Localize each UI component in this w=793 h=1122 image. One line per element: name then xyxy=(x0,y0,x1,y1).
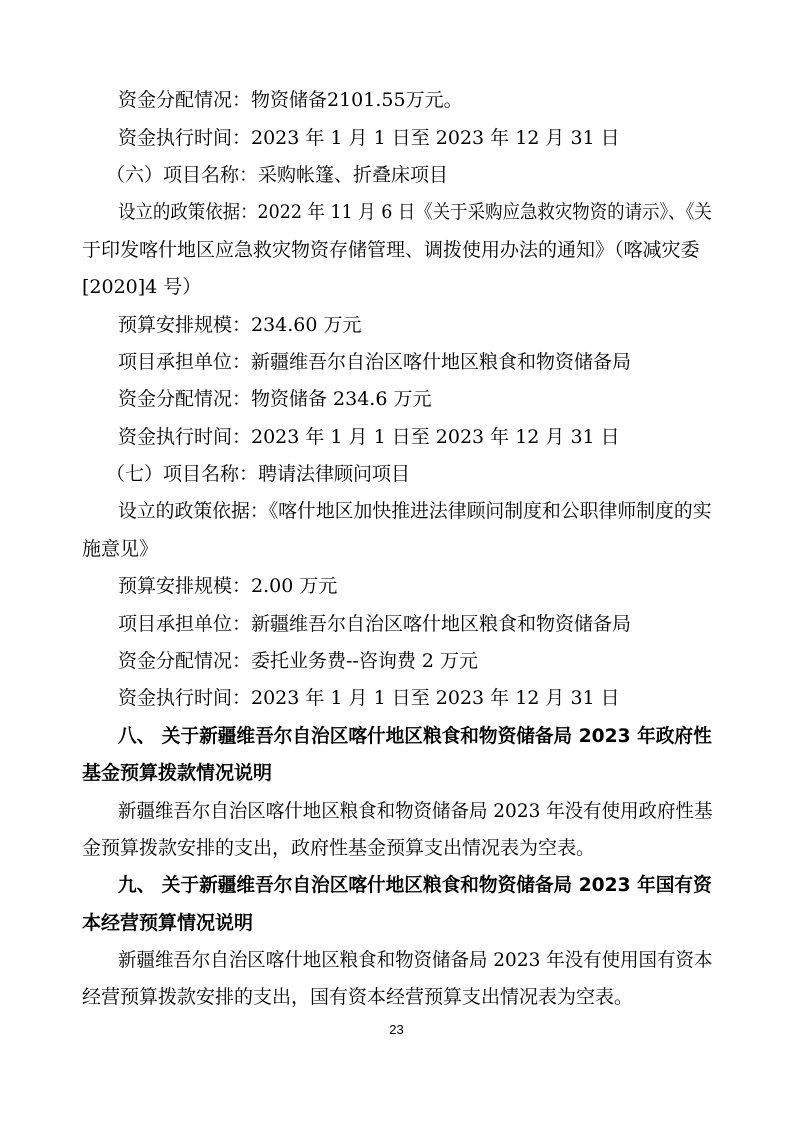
text-line: 资金执行时间：2023 年 1 月 1 日至 2023 年 12 月 31 日 xyxy=(118,426,620,448)
text-line: 新疆维吾尔自治区喀什地区粮食和物资储备局 2023 年没有使用国有资本 xyxy=(118,949,713,971)
text-line: 项目承担单位：新疆维吾尔自治区喀什地区粮食和物资储备局 xyxy=(118,613,632,635)
text-line: 施意见》 xyxy=(82,538,159,560)
text-line: 资金分配情况：物资储备2101.55万元。 xyxy=(118,89,463,111)
chapter-heading: 九、 关于新疆维吾尔自治区喀什地区粮食和物资储备局 2023 年国有资 xyxy=(118,874,712,896)
section-heading: （六）项目名称：采购帐篷、折叠床项目 xyxy=(106,164,449,186)
text-line: 资金执行时间：2023 年 1 月 1 日至 2023 年 12 月 31 日 xyxy=(118,127,620,149)
chapter-heading: 基金预算拨款情况说明 xyxy=(82,762,273,784)
text-line: 预算安排规模：234.60 万元 xyxy=(118,314,362,336)
text-line: 设立的政策依据：《喀什地区加快推进法律顾问制度和公职律师制度的实 xyxy=(118,500,712,522)
text-line: 资金执行时间：2023 年 1 月 1 日至 2023 年 12 月 31 日 xyxy=(118,687,620,709)
text-line: 金预算拨款安排的支出，政府性基金预算支出情况表为空表。 xyxy=(82,837,596,859)
chapter-heading: 八、 关于新疆维吾尔自治区喀什地区粮食和物资储备局 2023 年政府性 xyxy=(118,725,712,747)
text-line: 于印发喀什地区应急救灾物资存储管理、调拨使用办法的通知》（喀减灾委 xyxy=(82,239,700,261)
text-line: [2020]4 号） xyxy=(82,276,202,298)
text-line: 项目承担单位：新疆维吾尔自治区喀什地区粮食和物资储备局 xyxy=(118,351,632,373)
text-line: 资金分配情况：物资储备 234.6 万元 xyxy=(118,388,432,410)
text-line: 资金分配情况：委托业务费--咨询费 2 万元 xyxy=(118,650,479,672)
text-line: 经营预算拨款安排的支出，国有资本经营预算支出情况表为空表。 xyxy=(82,986,634,1008)
text-line: 设立的政策依据：2022 年 11 月 6 日《关于采购应急救灾物资的请示》、《关 xyxy=(118,201,712,223)
chapter-heading: 本经营预算情况说明 xyxy=(82,912,254,934)
section-heading: （七）项目名称：聘请法律顾问项目 xyxy=(106,463,411,485)
text-line: 新疆维吾尔自治区喀什地区粮食和物资储备局 2023 年没有使用政府性基 xyxy=(118,800,713,822)
text-line: 预算安排规模：2.00 万元 xyxy=(118,575,338,597)
page-number: 23 xyxy=(389,1022,404,1037)
